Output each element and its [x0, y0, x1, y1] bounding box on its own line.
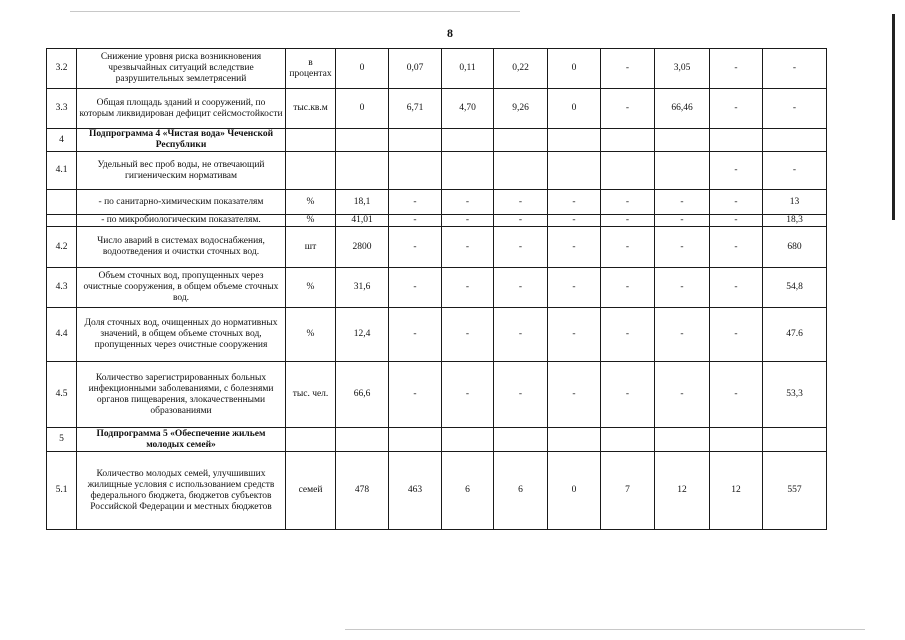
value-cell: [655, 152, 710, 190]
value-cell: -: [442, 308, 494, 362]
row-number-cell: 5: [47, 428, 77, 452]
table-row: [47, 362, 827, 428]
value-cell: [442, 129, 494, 152]
value-cell: -: [548, 190, 601, 215]
value-cell: [601, 152, 655, 190]
value-cell: [763, 428, 827, 452]
value-cell: -: [494, 215, 548, 227]
value-cell: 41,01: [336, 215, 389, 227]
value-cell: -: [655, 227, 710, 268]
indicators-table: [46, 48, 827, 530]
table-row: [47, 129, 827, 152]
value-cell: 66,6: [336, 362, 389, 428]
value-cell: 0: [548, 49, 601, 89]
value-cell: [655, 428, 710, 452]
value-cell: -: [548, 227, 601, 268]
row-number-cell: 3.2: [47, 49, 77, 89]
value-cell: -: [710, 268, 763, 308]
value-cell: [389, 152, 442, 190]
value-cell: 54,8: [763, 268, 827, 308]
value-cell: -: [710, 362, 763, 428]
indicator-name-cell: Количество зарегистрированных больных инфекционными заболеваниями, с болезнями органов пищеварения, злокачественными образованиями: [77, 362, 286, 428]
unit-cell: шт: [286, 227, 336, 268]
value-cell: 0,22: [494, 49, 548, 89]
value-cell: [442, 428, 494, 452]
value-cell: 0: [548, 89, 601, 129]
value-cell: -: [710, 227, 763, 268]
value-cell: -: [710, 89, 763, 129]
table-row: [47, 452, 827, 530]
value-cell: -: [601, 308, 655, 362]
indicator-name-cell: Подпрограмма 4 «Чистая вода» Чеченской Республики: [77, 129, 286, 152]
value-cell: 6: [442, 452, 494, 530]
table-row: [47, 190, 827, 215]
table-row: [47, 428, 827, 452]
value-cell: [548, 428, 601, 452]
value-cell: 13: [763, 190, 827, 215]
value-cell: -: [655, 190, 710, 215]
value-cell: 12,4: [336, 308, 389, 362]
value-cell: -: [601, 190, 655, 215]
row-number-cell: 4.3: [47, 268, 77, 308]
row-number-cell: 4.2: [47, 227, 77, 268]
indicator-name-cell: Число аварий в системах водоснабжения, водоотведения и очистки сточных вод.: [77, 227, 286, 268]
value-cell: [494, 129, 548, 152]
value-cell: -: [655, 362, 710, 428]
value-cell: -: [710, 49, 763, 89]
value-cell: -: [601, 215, 655, 227]
value-cell: -: [601, 362, 655, 428]
value-cell: -: [494, 268, 548, 308]
value-cell: -: [548, 362, 601, 428]
unit-cell: тыс. чел.: [286, 362, 336, 428]
unit-cell: семей: [286, 452, 336, 530]
value-cell: -: [710, 215, 763, 227]
indicator-name-cell: Общая площадь зданий и сооружений, по которым ликвидирован дефицит сейсмостойкости: [77, 89, 286, 129]
value-cell: -: [442, 362, 494, 428]
value-cell: -: [494, 362, 548, 428]
value-cell: [336, 152, 389, 190]
value-cell: -: [655, 308, 710, 362]
indicator-name-cell: Удельный вес проб воды, не отвечающий гигиеническим нормативам: [77, 152, 286, 190]
value-cell: -: [389, 215, 442, 227]
value-cell: [389, 129, 442, 152]
page-number: 8: [447, 26, 453, 40]
value-cell: 557: [763, 452, 827, 530]
unit-cell: [286, 129, 336, 152]
row-number-cell: 4.1: [47, 152, 77, 190]
value-cell: [442, 152, 494, 190]
scan-artifact-bottom: [345, 629, 865, 630]
row-number-cell: 4.5: [47, 362, 77, 428]
value-cell: 3,05: [655, 49, 710, 89]
unit-cell: %: [286, 308, 336, 362]
value-cell: 47.6: [763, 308, 827, 362]
unit-cell: [286, 152, 336, 190]
value-cell: -: [389, 362, 442, 428]
value-cell: -: [494, 190, 548, 215]
unit-cell: %: [286, 215, 336, 227]
value-cell: [655, 129, 710, 152]
value-cell: [710, 129, 763, 152]
value-cell: [389, 428, 442, 452]
indicator-name-cell: Снижение уровня риска возникновения чрезвычайных ситуаций вследствие разрушительных землетрясений: [77, 49, 286, 89]
value-cell: -: [655, 268, 710, 308]
value-cell: 9,26: [494, 89, 548, 129]
value-cell: 18,3: [763, 215, 827, 227]
indicator-name-cell: Доля сточных вод, очищенных до нормативных значений, в общем объеме сточных вод, пропущенных через очистные сооружения: [77, 308, 286, 362]
value-cell: -: [442, 215, 494, 227]
scan-artifact-top: [70, 11, 520, 12]
value-cell: -: [601, 49, 655, 89]
value-cell: -: [763, 152, 827, 190]
value-cell: -: [389, 308, 442, 362]
value-cell: -: [601, 227, 655, 268]
value-cell: [601, 428, 655, 452]
value-cell: [763, 129, 827, 152]
indicator-name-cell: Подпрограмма 5 «Обеспечение жильем молодых семей»: [77, 428, 286, 452]
unit-cell: тыс.кв.м: [286, 89, 336, 129]
value-cell: 0: [336, 89, 389, 129]
value-cell: -: [442, 190, 494, 215]
value-cell: 6: [494, 452, 548, 530]
value-cell: -: [710, 190, 763, 215]
table-row: [47, 89, 827, 129]
unit-cell: [286, 428, 336, 452]
table-body: [47, 49, 827, 530]
value-cell: 680: [763, 227, 827, 268]
indicator-name-cell: - по санитарно-химическим показателям: [77, 190, 286, 215]
value-cell: -: [601, 89, 655, 129]
table-row: [47, 308, 827, 362]
unit-cell: %: [286, 268, 336, 308]
value-cell: 66,46: [655, 89, 710, 129]
table-row: [47, 49, 827, 89]
value-cell: [494, 152, 548, 190]
scan-edge-mark: [892, 14, 895, 220]
value-cell: [548, 129, 601, 152]
value-cell: -: [389, 227, 442, 268]
table-row: [47, 152, 827, 190]
value-cell: [710, 428, 763, 452]
value-cell: 53,3: [763, 362, 827, 428]
row-number-cell: [47, 215, 77, 227]
value-cell: -: [389, 190, 442, 215]
value-cell: 0,11: [442, 49, 494, 89]
value-cell: -: [710, 308, 763, 362]
value-cell: 31,6: [336, 268, 389, 308]
value-cell: -: [442, 227, 494, 268]
row-number-cell: 4.4: [47, 308, 77, 362]
value-cell: 12: [655, 452, 710, 530]
value-cell: 6,71: [389, 89, 442, 129]
value-cell: -: [548, 215, 601, 227]
row-number-cell: [47, 190, 77, 215]
unit-cell: в процентах: [286, 49, 336, 89]
value-cell: 12: [710, 452, 763, 530]
value-cell: -: [601, 268, 655, 308]
value-cell: [494, 428, 548, 452]
value-cell: [336, 129, 389, 152]
value-cell: 7: [601, 452, 655, 530]
value-cell: 2800: [336, 227, 389, 268]
value-cell: -: [494, 308, 548, 362]
value-cell: -: [655, 215, 710, 227]
value-cell: 478: [336, 452, 389, 530]
value-cell: -: [442, 268, 494, 308]
value-cell: -: [763, 49, 827, 89]
value-cell: [548, 152, 601, 190]
value-cell: -: [548, 268, 601, 308]
value-cell: 0: [336, 49, 389, 89]
table-row: [47, 227, 827, 268]
indicator-name-cell: - по микробиологическим показателям.: [77, 215, 286, 227]
value-cell: 0,07: [389, 49, 442, 89]
indicator-name-cell: Количество молодых семей, улучшивших жилищные условия с использованием средств федерального бюджета, бюджетов субъектов Российской Федерации и местных бюджетов: [77, 452, 286, 530]
value-cell: [601, 129, 655, 152]
value-cell: -: [494, 227, 548, 268]
value-cell: 463: [389, 452, 442, 530]
value-cell: -: [710, 152, 763, 190]
row-number-cell: 3.3: [47, 89, 77, 129]
row-number-cell: 5.1: [47, 452, 77, 530]
value-cell: 4,70: [442, 89, 494, 129]
indicator-name-cell: Объем сточных вод, пропущенных через очистные сооружения, в общем объеме сточных вод.: [77, 268, 286, 308]
value-cell: -: [548, 308, 601, 362]
value-cell: 18,1: [336, 190, 389, 215]
value-cell: -: [763, 89, 827, 129]
value-cell: -: [389, 268, 442, 308]
row-number-cell: 4: [47, 129, 77, 152]
unit-cell: %: [286, 190, 336, 215]
value-cell: 0: [548, 452, 601, 530]
value-cell: [336, 428, 389, 452]
table-row: [47, 268, 827, 308]
table-row: [47, 215, 827, 227]
